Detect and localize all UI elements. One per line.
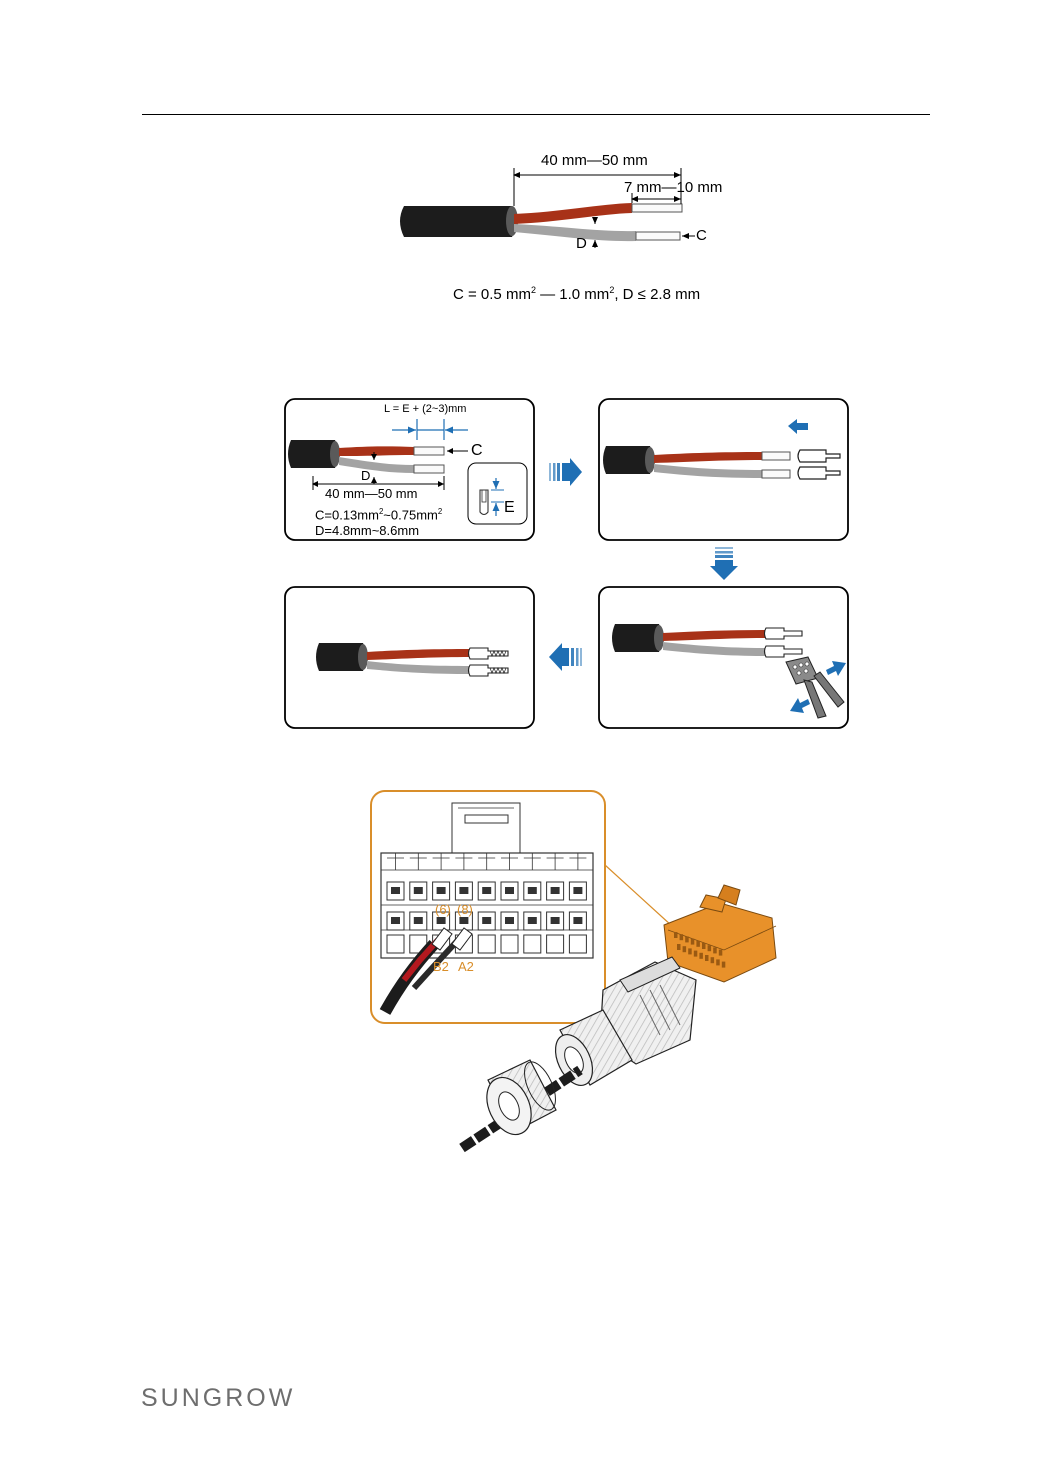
- dim-strip-label: 7 mm—10 mm: [624, 179, 723, 196]
- cross-section-formula: C = 0.5 $mm^2$ — 1.0 $mm^2$, D ≤ 2.8 mm: [453, 285, 701, 303]
- dim-total-label: 40 mm—50 mm: [541, 152, 648, 169]
- wire-label-b2: B2: [433, 959, 449, 974]
- dim-length-label: 40 mm—50 mm: [325, 486, 418, 501]
- wire-label-a2: A2: [458, 959, 474, 974]
- d-label: D: [576, 235, 587, 252]
- spec-c: $C=0.13mm^2\sim 0.75mm^2$: [315, 507, 443, 523]
- pin-label-8: (8): [457, 902, 473, 917]
- c-label: C: [696, 227, 707, 244]
- connector-plug: [664, 885, 776, 982]
- e-label: E: [504, 499, 515, 516]
- formula-l: L = E + (2~3)mm: [384, 403, 467, 415]
- brand-logo: SUNGROW: [141, 1384, 296, 1412]
- spec-d: D=4.8mm~8.6mm: [315, 523, 420, 538]
- d-label: D: [361, 468, 371, 483]
- c-label: C: [471, 442, 483, 459]
- pin-label-6: (6): [435, 902, 451, 917]
